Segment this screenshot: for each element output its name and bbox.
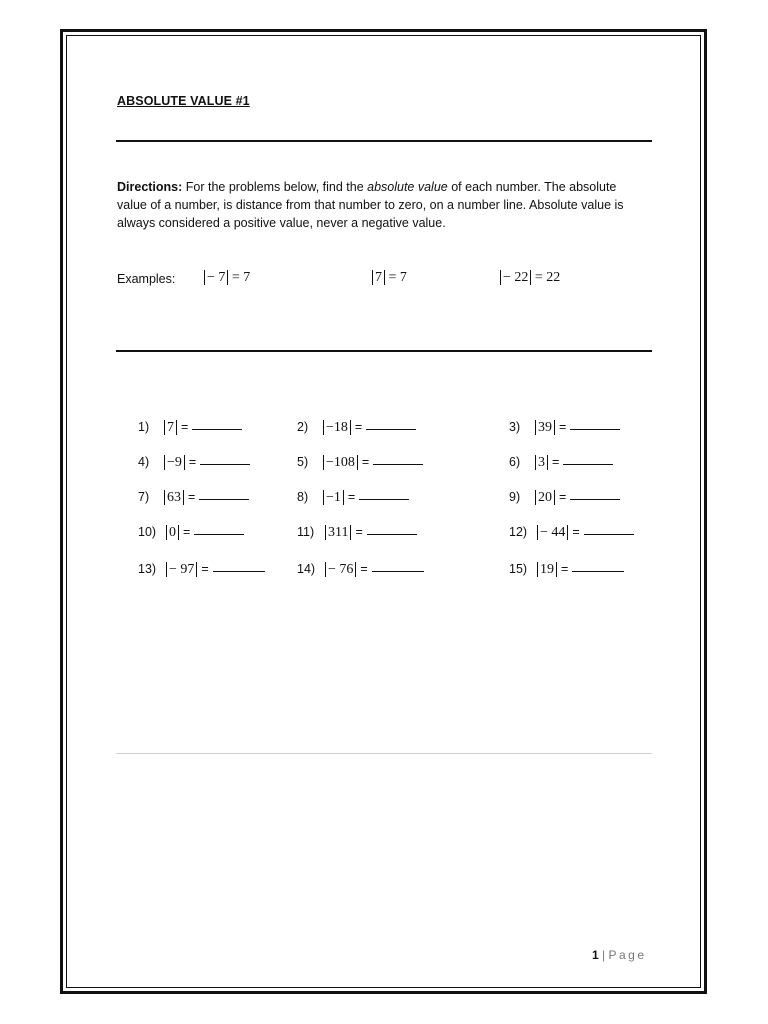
problem-abs-value: −9 bbox=[164, 455, 185, 470]
example-1-result: = 7 bbox=[228, 270, 251, 285]
directions-emphasis: absolute value bbox=[367, 180, 448, 194]
faint-divider bbox=[116, 753, 652, 754]
problem-abs-value: 0 bbox=[166, 525, 179, 540]
problem-abs-value: 20 bbox=[535, 490, 555, 505]
example-2-abs: 7 bbox=[372, 270, 385, 285]
example-3-result: = 22 bbox=[531, 270, 561, 285]
problem-10 bbox=[138, 525, 244, 540]
directions-text-after: of each number. The absolute value of a number, is distance from that number to zero, on a number line. Absolute value is always considered a positive value, never a negative value. bbox=[117, 180, 624, 230]
problem-number: 14) bbox=[297, 562, 316, 576]
problem-12 bbox=[509, 525, 634, 540]
problem-abs-value: 39 bbox=[535, 420, 555, 435]
equals-sign: = bbox=[183, 525, 191, 539]
problem-abs-value: −108 bbox=[323, 455, 358, 470]
problem-number: 9) bbox=[509, 490, 521, 504]
problem-abs-value: − 97 bbox=[166, 562, 197, 577]
page-label: Page bbox=[608, 948, 647, 962]
example-3-abs: − 22 bbox=[500, 270, 531, 285]
problem-abs-value: 63 bbox=[164, 490, 184, 505]
examples-label: Examples: bbox=[117, 272, 176, 286]
problem-abs-value: 3 bbox=[535, 455, 548, 470]
equals-sign: = bbox=[188, 455, 197, 469]
problem-abs-value: 7 bbox=[164, 420, 177, 435]
answer-blank[interactable] bbox=[367, 533, 417, 535]
directions-paragraph bbox=[117, 178, 642, 232]
page-separator: | bbox=[598, 948, 609, 962]
problem-number: 10) bbox=[138, 525, 157, 539]
directions-text-before: For the problems below, find the bbox=[182, 180, 368, 194]
equals-sign: = bbox=[201, 562, 209, 576]
answer-blank[interactable] bbox=[359, 498, 409, 500]
problem-abs-value: − 44 bbox=[537, 525, 568, 540]
problem-1 bbox=[138, 420, 242, 435]
problem-number: 5) bbox=[297, 455, 309, 469]
equals-sign: = bbox=[181, 420, 189, 434]
example-2 bbox=[372, 270, 407, 286]
problem-2 bbox=[297, 420, 416, 435]
problem-number: 6) bbox=[509, 455, 521, 469]
problem-abs-value: 19 bbox=[537, 562, 557, 577]
equals-sign: = bbox=[188, 490, 196, 504]
answer-blank[interactable] bbox=[372, 570, 424, 572]
equals-sign: = bbox=[559, 490, 567, 504]
answer-blank[interactable] bbox=[213, 570, 265, 572]
answer-blank[interactable] bbox=[194, 533, 244, 535]
equals-sign: = bbox=[354, 420, 363, 434]
problem-number: 11) bbox=[297, 525, 315, 539]
problem-abs-value: − 76 bbox=[325, 562, 356, 577]
problem-number: 3) bbox=[509, 420, 521, 434]
problem-15 bbox=[509, 562, 624, 577]
answer-blank[interactable] bbox=[584, 533, 634, 535]
equals-sign: = bbox=[572, 525, 580, 539]
answer-blank[interactable] bbox=[563, 463, 613, 465]
example-1 bbox=[204, 270, 250, 286]
problem-number: 8) bbox=[297, 490, 309, 504]
answer-blank[interactable] bbox=[570, 498, 620, 500]
problem-number: 4) bbox=[138, 455, 150, 469]
equals-sign: = bbox=[561, 562, 569, 576]
problem-number: 1) bbox=[138, 420, 150, 434]
equals-sign: = bbox=[360, 562, 368, 576]
problem-abs-value: 311 bbox=[325, 525, 351, 540]
problem-14 bbox=[297, 562, 424, 577]
problem-4 bbox=[138, 455, 250, 470]
page-number: 1 bbox=[592, 948, 599, 962]
problem-abs-value: −18 bbox=[323, 420, 351, 435]
problem-number: 15) bbox=[509, 562, 528, 576]
problem-6 bbox=[509, 455, 613, 470]
equals-sign: = bbox=[347, 490, 356, 504]
problem-13 bbox=[138, 562, 265, 577]
problem-number: 13) bbox=[138, 562, 157, 576]
problem-5 bbox=[297, 455, 423, 470]
problem-9 bbox=[509, 490, 620, 505]
page-footer bbox=[592, 948, 647, 962]
directions-label: Directions: bbox=[117, 180, 183, 194]
answer-blank[interactable] bbox=[366, 428, 416, 430]
middle-divider bbox=[116, 350, 652, 352]
problem-number: 7) bbox=[138, 490, 150, 504]
answer-blank[interactable] bbox=[373, 463, 423, 465]
equals-sign: = bbox=[361, 455, 370, 469]
problem-number: 12) bbox=[509, 525, 528, 539]
example-2-result: = 7 bbox=[385, 270, 407, 285]
equals-sign: = bbox=[559, 420, 567, 434]
problem-number: 2) bbox=[297, 420, 309, 434]
answer-blank[interactable] bbox=[199, 498, 249, 500]
answer-blank[interactable] bbox=[200, 463, 250, 465]
answer-blank[interactable] bbox=[570, 428, 620, 430]
problem-7 bbox=[138, 490, 249, 505]
equals-sign: = bbox=[355, 525, 363, 539]
example-1-abs: − 7 bbox=[204, 270, 228, 285]
answer-blank[interactable] bbox=[192, 428, 242, 430]
top-divider bbox=[116, 140, 652, 142]
problem-3 bbox=[509, 420, 620, 435]
problem-abs-value: −1 bbox=[323, 490, 344, 505]
problem-8 bbox=[297, 490, 409, 505]
equals-sign: = bbox=[552, 455, 560, 469]
worksheet-title: ABSOLUTE VALUE #1 bbox=[117, 94, 250, 108]
example-3 bbox=[500, 270, 560, 286]
answer-blank[interactable] bbox=[572, 570, 624, 572]
problem-11 bbox=[297, 525, 417, 540]
